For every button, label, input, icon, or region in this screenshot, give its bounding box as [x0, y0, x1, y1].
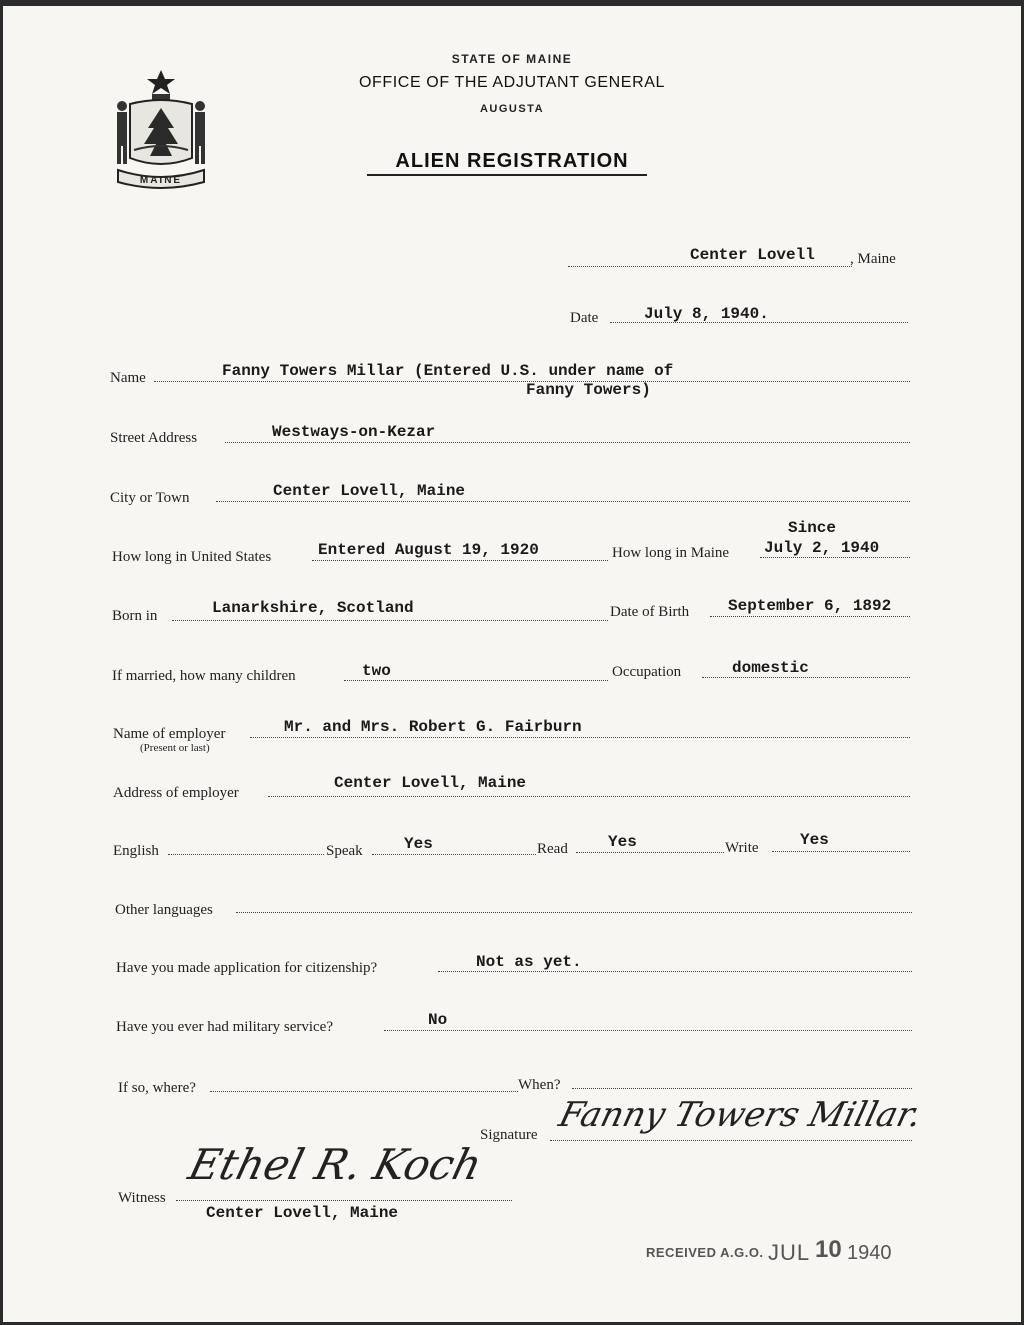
speak-line — [372, 854, 536, 855]
header-office: OFFICE OF THE ADJUTANT GENERAL — [358, 74, 666, 91]
dob-line — [710, 616, 910, 617]
when-line — [572, 1088, 912, 1089]
write-label: Write — [725, 840, 759, 856]
born-in-label: Born in — [112, 608, 158, 624]
read-line — [576, 852, 724, 853]
dob-label: Date of Birth — [610, 604, 690, 620]
citizenship-label: Have you made application for citizenship? — [116, 960, 378, 976]
dob-value: September 6, 1892 — [728, 597, 892, 615]
employer-label: Name of employer — [113, 726, 226, 742]
how-long-maine-line — [760, 557, 910, 558]
witness-signature: Ethel R. Koch — [183, 1140, 487, 1189]
military-label: Have you ever had military service? — [116, 1019, 333, 1035]
seal-lettering: MAINE — [139, 175, 183, 186]
write-line — [772, 851, 910, 852]
born-in-line — [172, 620, 608, 621]
name-value-line1: Fanny Towers Millar (Entered U.S. under name of — [222, 362, 674, 380]
street-label: Street Address — [110, 430, 198, 446]
how-long-us-label: How long in United States — [112, 549, 272, 565]
occupation-line — [702, 677, 910, 678]
where-line — [210, 1091, 518, 1092]
date-value: July 8, 1940. — [644, 305, 769, 323]
name-label: Name — [110, 370, 146, 386]
where-label: If so, where? — [118, 1080, 196, 1096]
english-line — [168, 854, 324, 855]
employer-line — [250, 737, 910, 738]
header-state: STATE OF MAINE — [451, 52, 573, 66]
other-languages-label: Other languages — [115, 902, 213, 918]
received-stamp-year: 1940 — [847, 1242, 892, 1264]
name-value-line2: Fanny Towers) — [526, 381, 651, 399]
military-value: No — [428, 1011, 448, 1029]
street-line — [225, 442, 910, 443]
occupation-label: Occupation — [612, 664, 682, 680]
city-label: City or Town — [110, 490, 190, 506]
read-value: Yes — [608, 833, 637, 851]
speak-value: Yes — [404, 835, 433, 853]
how-long-us-line — [312, 560, 608, 561]
employer-address-line — [268, 796, 910, 797]
received-stamp-month: JUL — [768, 1240, 811, 1265]
children-label: If married, how many children — [112, 668, 296, 684]
how-long-us-value: Entered August 19, 1920 — [318, 541, 539, 559]
signature-value: Fanny Towers Millar. — [555, 1095, 926, 1135]
how-long-maine-value: July 2, 1940 — [764, 539, 880, 557]
citizenship-line — [438, 971, 912, 972]
place-suffix: , Maine — [850, 251, 896, 267]
employer-address-value: Center Lovell, Maine — [334, 774, 527, 792]
when-label: When? — [518, 1077, 561, 1093]
children-line — [344, 680, 608, 681]
city-value: Center Lovell, Maine — [273, 482, 466, 500]
write-value: Yes — [800, 831, 829, 849]
children-value: two — [362, 662, 391, 680]
form-title: ALIEN REGISTRATION — [395, 150, 629, 172]
street-value: Westways-on-Kezar — [272, 423, 436, 441]
how-long-maine-since: Since — [788, 519, 837, 537]
city-line — [216, 501, 910, 502]
signature-label: Signature — [480, 1127, 538, 1143]
other-languages-line — [236, 912, 912, 913]
date-label: Date — [570, 310, 599, 326]
citizenship-value: Not as yet. — [476, 953, 582, 971]
received-stamp-day: 10 — [815, 1236, 842, 1263]
witness-line — [176, 1200, 512, 1201]
occupation-value: domestic — [732, 659, 809, 677]
signature-line — [550, 1140, 912, 1141]
employer-sublabel: (Present or last) — [140, 742, 210, 754]
witness-label: Witness — [118, 1190, 166, 1206]
received-stamp-text: RECEIVED A.G.O. — [646, 1245, 764, 1260]
speak-label: Speak — [326, 843, 363, 859]
place-line — [568, 266, 852, 267]
employer-address-label: Address of employer — [113, 785, 239, 801]
witness-address: Center Lovell, Maine — [206, 1204, 399, 1222]
military-line — [384, 1030, 912, 1031]
employer-value: Mr. and Mrs. Robert G. Fairburn — [284, 718, 582, 736]
header-city: AUGUSTA — [479, 103, 545, 115]
born-in-value: Lanarkshire, Scotland — [212, 599, 414, 617]
english-label: English — [113, 843, 159, 859]
how-long-maine-label: How long in Maine — [612, 545, 730, 561]
read-label: Read — [537, 841, 568, 857]
title-underline — [367, 174, 647, 176]
place-value: Center Lovell — [690, 246, 815, 264]
